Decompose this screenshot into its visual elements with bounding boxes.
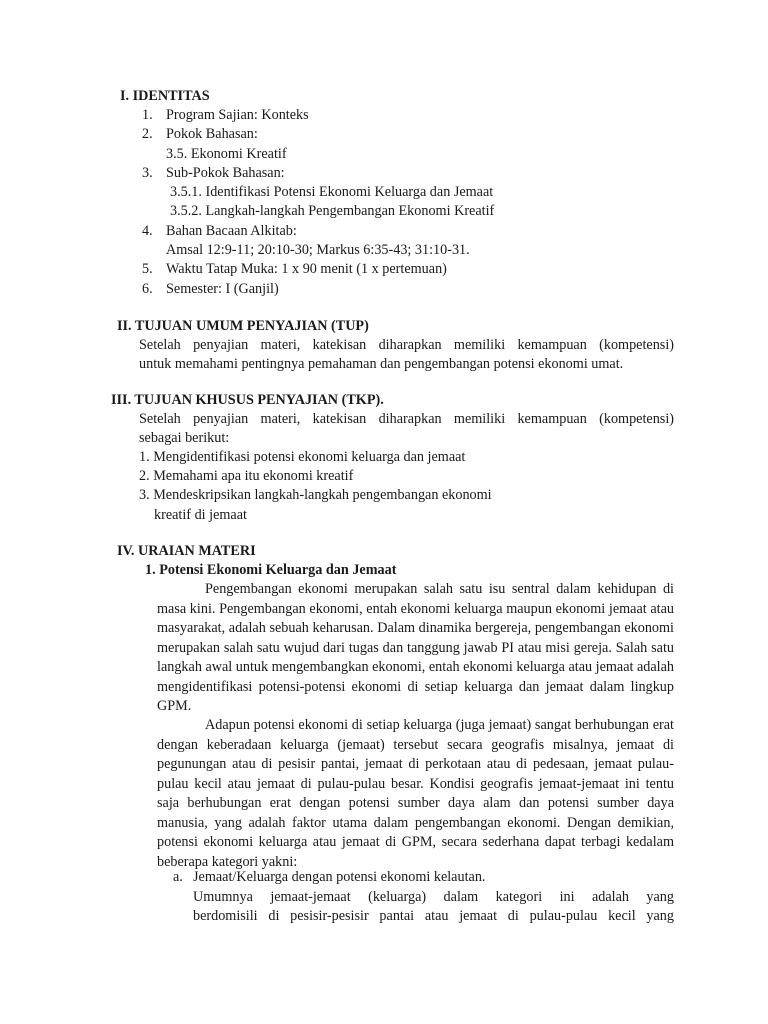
identitas-item: Pokok Bahasan: [166, 126, 258, 142]
list-number: 5. [142, 261, 153, 277]
tkp-objective-continued: kreatif di jemaat [154, 507, 247, 523]
identitas-item: 3.5.2. Langkah-langkah Pengembangan Ekonomi Kreatif [170, 203, 495, 219]
identitas-item: 3.5. Ekonomi Kreatif [166, 146, 287, 162]
section-identitas-heading: I. IDENTITAS [120, 88, 210, 104]
body-paragraph: Pengembangan ekonomi merupakan salah satu isu sentral dalam kehidupan di masa kini. Pengembangan ekonomi, entah ekonomi keluarga maupun ekonomi jemaat atau masyarakat, adalah sebuah keharusan. Dalam dinamika bergereja, pengembangan ekonomi merupakan salah satu wujud dari tugas dan tanggung jawab PI atau misi gereja. Salah satu langkah awal untuk mengembangkan ekonomi, entah ekonomi keluarga atau jemaat adalah mengidentifikasi potensi-potensi ekonomi di setiap keluarga dan jemaat dalam lingkup GPM. [157, 581, 675, 715]
list-item-title: Jemaat/Keluarga dengan potensi ekonomi kelautan. [193, 869, 486, 885]
identitas-item: Bahan Bacaan Alkitab: [166, 223, 297, 239]
list-item-text: berdomisili di pesisir-pesisir pantai atau jemaat di pulau-pulau kecil yang [193, 908, 674, 924]
tkp-line: Setelah penyajian materi, katekisan diharapkan memiliki kemampuan (kompetensi) [139, 411, 674, 427]
list-number: 2. [142, 126, 153, 142]
list-item-label: a. [173, 869, 183, 885]
identitas-item: Semester: I (Ganjil) [166, 281, 279, 297]
list-number: 1. [142, 107, 153, 123]
tkp-objective: 1. Mengidentifikasi potensi ekonomi keluarga dan jemaat [139, 449, 466, 465]
tkp-line: sebagai berikut: [139, 430, 230, 446]
identitas-item: Amsal 12:9-11; 20:10-30; Markus 6:35-43; 31:10-31. [166, 242, 470, 258]
tkp-objective: 2. Memahami apa itu ekonomi kreatif [139, 468, 354, 484]
section-uraian-heading: IV. URAIAN MATERI [117, 543, 256, 559]
tup-line: Setelah penyajian materi, katekisan diharapkan memiliki kemampuan (kompetensi) [139, 337, 674, 353]
list-item-text: Umumnya jemaat-jemaat (keluarga) dalam kategori ini adalah yang [193, 889, 674, 905]
tup-line: untuk memahami pentingnya pemahaman dan pengembangan potensi ekonomi umat. [139, 356, 624, 372]
section-tkp-heading: III. TUJUAN KHUSUS PENYAJIAN (TKP). [111, 392, 384, 408]
identitas-item: Program Sajian: Konteks [166, 107, 309, 123]
list-number: 6. [142, 281, 153, 297]
subsection-title: 1. Potensi Ekonomi Keluarga dan Jemaat [145, 562, 397, 578]
tkp-objective: 3. Mendeskripsikan langkah-langkah pengembangan ekonomi [139, 487, 492, 503]
body-paragraph: Adapun potensi ekonomi di setiap keluarga (juga jemaat) sangat berhubungan erat dengan keberadaan keluarga (jemaat) tersebut secara geografis misalnya, jemaat di pegunungan atau di pesisir pantai, jemaat di perkotaan atau di pedesaan, jemaat pulau-pulau kecil atau jemaat di pulau-pulau besar. Kondisi geografis jemaat-jemaat ini tentu saja berhubungan erat dengan potensi sumber daya alam dan potensi sumber daya manusia, yang adalah faktor utama dalam pengembangan ekonomi. Dengan demikian, potensi ekonomi keluarga atau jemaat di GPM, secara sederhana dapat terbagi kedalam beberapa kategori yakni: [157, 717, 674, 870]
identitas-item: 3.5.1. Identifikasi Potensi Ekonomi Keluarga dan Jemaat [170, 184, 494, 200]
list-number: 4. [142, 223, 153, 239]
identitas-item: Sub-Pokok Bahasan: [166, 165, 285, 181]
list-number: 3. [142, 165, 153, 181]
section-tup-heading: II. TUJUAN UMUM PENYAJIAN (TUP) [117, 318, 369, 334]
identitas-item: Waktu Tatap Muka: 1 x 90 menit (1 x pertemuan) [166, 261, 447, 277]
